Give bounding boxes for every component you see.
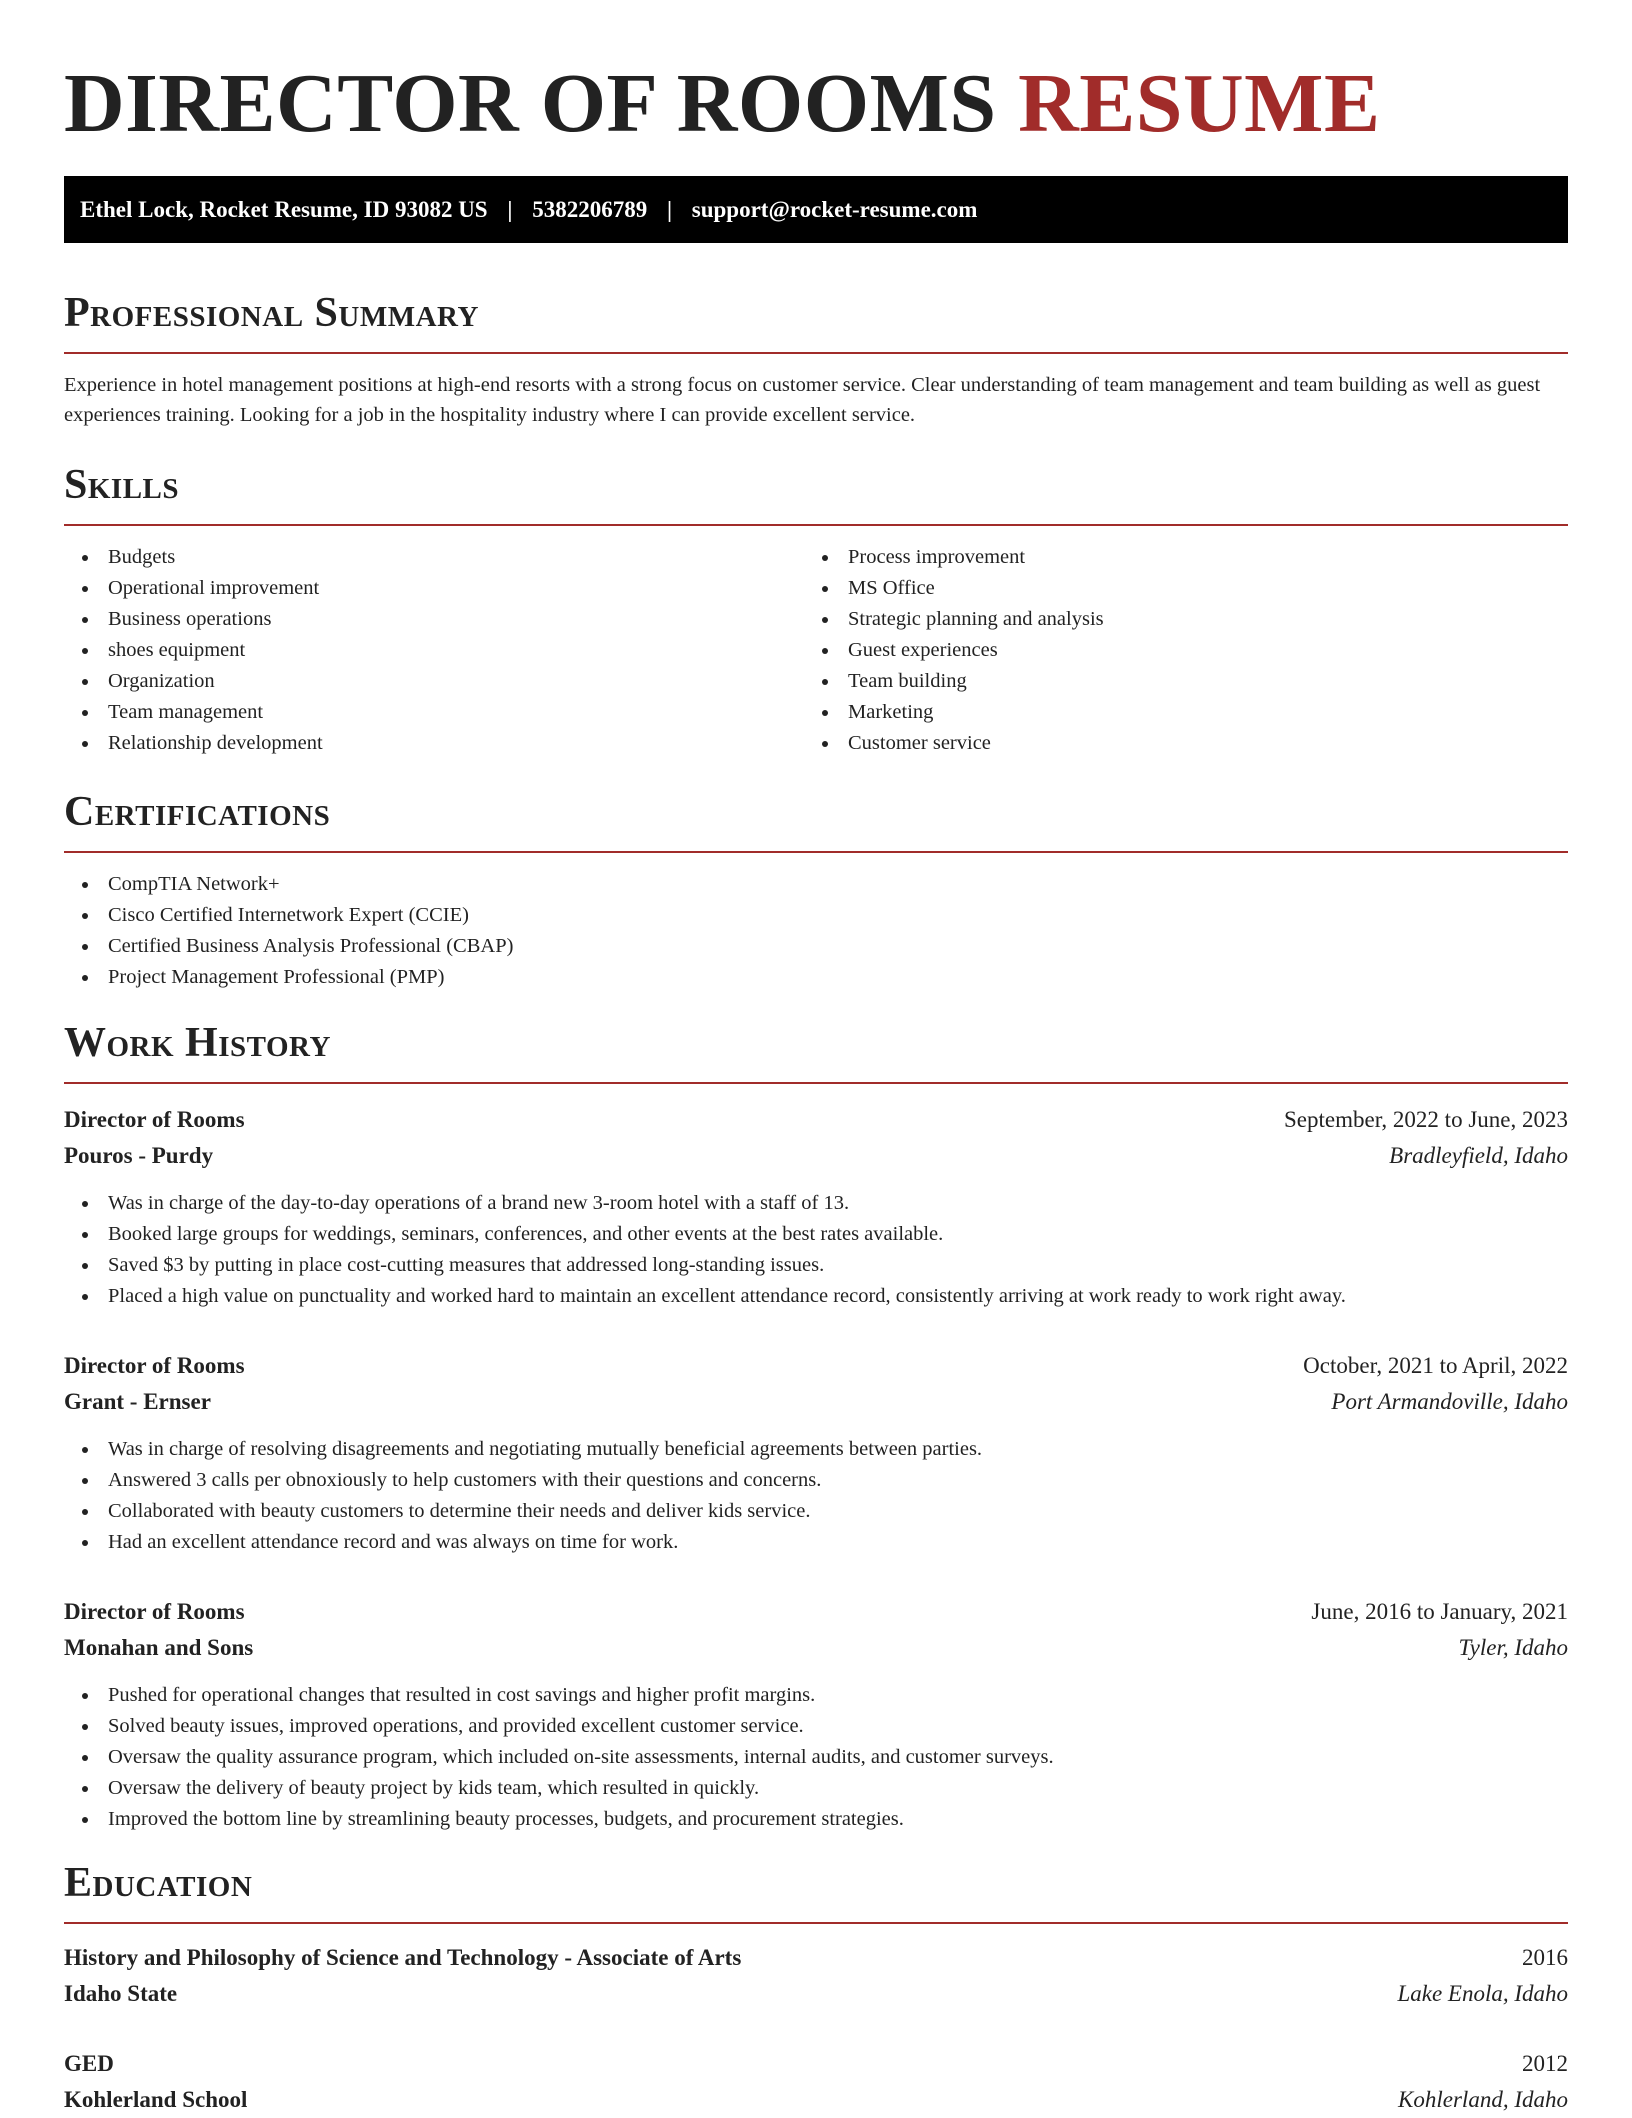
- skills-list-left: [64, 542, 804, 759]
- title-main: DIRECTOR OF ROOMS: [64, 57, 997, 150]
- skill-item: MS Office: [804, 573, 1544, 604]
- education-degree: GED: [64, 2051, 114, 2076]
- skill-item: Business operations: [64, 604, 804, 635]
- job-bullet: Had an excellent attendance record and was always on time for work.: [64, 1527, 1568, 1558]
- job-location: Bradleyfield, Idaho: [1389, 1143, 1568, 1168]
- contact-separator: |: [666, 197, 673, 222]
- section-divider: [64, 851, 1568, 853]
- skills-heading: Skills: [64, 462, 180, 508]
- skills-columns: [64, 542, 1568, 759]
- job-title: Director of Rooms: [64, 1599, 245, 1624]
- job-location: Tyler, Idaho: [1458, 1635, 1568, 1660]
- job-bullet: Booked large groups for weddings, seminars, conferences, and other events at the best rates available.: [64, 1219, 1568, 1250]
- education-entry: [64, 1940, 1568, 2012]
- work-history-section: [64, 1018, 1568, 1835]
- education-location: Lake Enola, Idaho: [1397, 1981, 1568, 2006]
- skill-item: Relationship development: [64, 728, 804, 759]
- contact-bar: [64, 176, 1568, 243]
- summary-heading: Professional Summary: [64, 290, 479, 336]
- job-bullet: Pushed for operational changes that resulted in cost savings and higher profit margins.: [64, 1680, 1568, 1711]
- certification-item: CompTIA Network+: [64, 869, 1568, 900]
- job-location: Port Armandoville, Idaho: [1331, 1389, 1568, 1414]
- job-bullet: Oversaw the quality assurance program, which included on-site assessments, internal audits, and customer surveys.: [64, 1742, 1568, 1773]
- skill-item: Organization: [64, 666, 804, 697]
- certification-item: Certified Business Analysis Professional (CBAP): [64, 931, 1568, 962]
- skill-item: Team building: [804, 666, 1544, 697]
- job-dates: October, 2021 to April, 2022: [1303, 1353, 1568, 1378]
- skill-item: Budgets: [64, 542, 804, 573]
- job-bullet: Answered 3 calls per obnoxiously to help customers with their questions and concerns.: [64, 1465, 1568, 1496]
- section-divider: [64, 524, 1568, 526]
- certifications-list: [64, 869, 1568, 993]
- job-bullet: Improved the bottom line by streamlining beauty processes, budgets, and procurement strategies.: [64, 1804, 1568, 1835]
- education-entry: [64, 2046, 1568, 2118]
- contact-address: Ethel Lock, Rocket Resume, ID 93082 US: [80, 197, 488, 222]
- skill-item: Strategic planning and analysis: [804, 604, 1544, 635]
- job-entry: [64, 1102, 1568, 1312]
- job-bullet: Collaborated with beauty customers to determine their needs and deliver kids service.: [64, 1496, 1568, 1527]
- education-degree: History and Philosophy of Science and Technology - Associate of Arts: [64, 1945, 742, 1970]
- job-company: Pouros - Purdy: [64, 1143, 214, 1168]
- job-bullet: Solved beauty issues, improved operations, and provided excellent customer service.: [64, 1711, 1568, 1742]
- job-bullets: [64, 1434, 1568, 1558]
- job-bullet: Was in charge of resolving disagreements and negotiating mutually beneficial agreements between parties.: [64, 1434, 1568, 1465]
- certification-item: Project Management Professional (PMP): [64, 962, 1568, 993]
- page-title: [64, 56, 1380, 152]
- job-dates: September, 2022 to June, 2023: [1284, 1107, 1568, 1132]
- contact-email: support@rocket-resume.com: [691, 197, 978, 222]
- section-divider: [64, 352, 1568, 354]
- education-year: 2012: [1522, 2051, 1568, 2076]
- skill-item: Marketing: [804, 697, 1544, 728]
- job-bullets: [64, 1680, 1568, 1835]
- education-school: Idaho State: [64, 1981, 178, 2006]
- skill-item: shoes equipment: [64, 635, 804, 666]
- certification-item: Cisco Certified Internetwork Expert (CCIE): [64, 900, 1568, 931]
- skill-item: Process improvement: [804, 542, 1544, 573]
- contact-separator: |: [507, 197, 513, 222]
- certifications-heading: Certifications: [64, 789, 331, 835]
- section-divider: [64, 1922, 1568, 1924]
- job-entry: [64, 1348, 1568, 1558]
- education-year: 2016: [1522, 1945, 1568, 1970]
- summary-text: Experience in hotel management positions at high-end resorts with a strong focus on customer service. Clear understanding of team management and team building as well as guest experiences training. Looking for a job in the hospitality industry where I can provide excellent service.: [64, 374, 1541, 426]
- skills-list-right: [804, 542, 1544, 759]
- skill-item: Operational improvement: [64, 573, 804, 604]
- skill-item: Team management: [64, 697, 804, 728]
- title-accent: RESUME: [1018, 57, 1381, 150]
- job-dates: June, 2016 to January, 2021: [1311, 1599, 1568, 1624]
- job-bullets: [64, 1188, 1568, 1312]
- job-title: Director of Rooms: [64, 1107, 245, 1132]
- education-heading: Education: [64, 1860, 253, 1906]
- job-bullet: Placed a high value on punctuality and worked hard to maintain an excellent attendance record, consistently arriving at work ready to work right away.: [64, 1281, 1568, 1312]
- job-title: Director of Rooms: [64, 1353, 245, 1378]
- education-school: Kohlerland School: [64, 2087, 248, 2112]
- skill-item: Customer service: [804, 728, 1544, 759]
- certifications-section: [64, 787, 1568, 993]
- contact-phone: 5382206789: [532, 197, 648, 222]
- job-company: Grant - Ernser: [64, 1389, 211, 1414]
- job-bullet: Saved $3 by putting in place cost-cutting measures that addressed long-standing issues.: [64, 1250, 1568, 1281]
- skill-item: Guest experiences: [804, 635, 1544, 666]
- job-entry: [64, 1594, 1568, 1835]
- summary-section: [64, 288, 1568, 430]
- education-section: [64, 1858, 1568, 2118]
- job-company: Monahan and Sons: [64, 1635, 254, 1660]
- work-history-heading: Work History: [64, 1020, 331, 1066]
- job-bullet: Oversaw the delivery of beauty project by kids team, which resulted in quickly.: [64, 1773, 1568, 1804]
- skills-section: [64, 460, 1568, 759]
- education-location: Kohlerland, Idaho: [1398, 2087, 1568, 2112]
- job-bullet: Was in charge of the day-to-day operations of a brand new 3-room hotel with a staff of 13.: [64, 1188, 1568, 1219]
- section-divider: [64, 1082, 1568, 1084]
